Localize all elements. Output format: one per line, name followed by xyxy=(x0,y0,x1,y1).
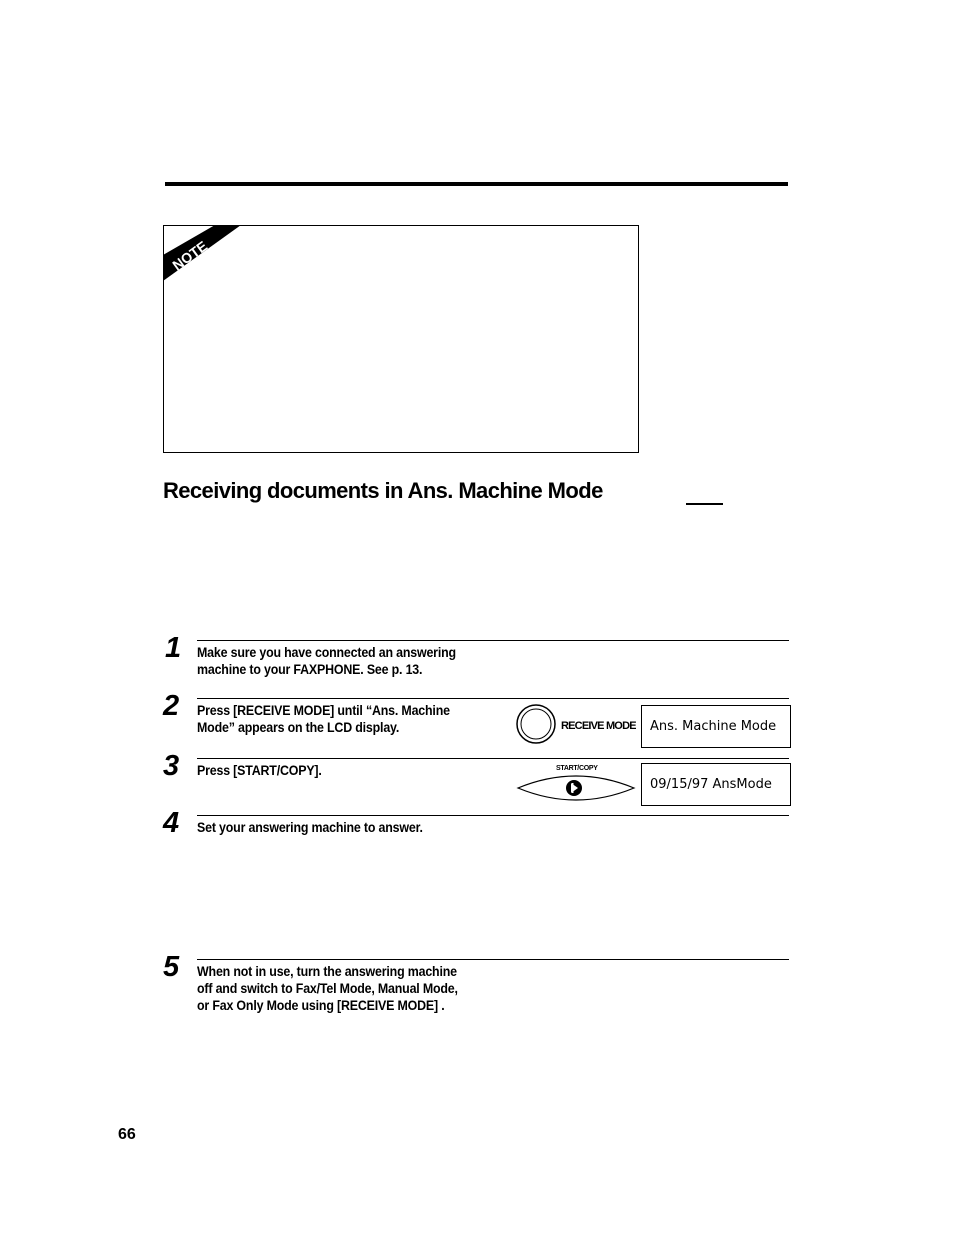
step-rule-4 xyxy=(197,815,789,816)
step-text-3 xyxy=(197,762,322,779)
step-2-line-2: Mode” appears on the LCD display. xyxy=(197,720,400,735)
section-title: Receiving documents in Ans. Machine Mode xyxy=(163,478,603,503)
step-2-line-1: Press [RECEIVE MODE] until “Ans. Machine xyxy=(197,703,450,718)
note-tag xyxy=(163,225,243,281)
receive-mode-label: RECEIVE MODE xyxy=(561,720,636,732)
step-text-2 xyxy=(197,702,450,736)
title-rule xyxy=(686,503,723,505)
step-number-2: 2 xyxy=(163,690,180,722)
lcd-display-date-ansmode: 09/15/97 AnsMode xyxy=(641,763,791,806)
step-number-1: 1 xyxy=(165,632,182,664)
step-number-3: 3 xyxy=(163,750,180,782)
step-number-4: 4 xyxy=(163,807,180,839)
step-4-line-1: Set your answering machine to answer. xyxy=(197,820,423,835)
page-number: 66 xyxy=(118,1126,136,1143)
step-5-line-3: or Fax Only Mode using [RECEIVE MODE] . xyxy=(197,998,445,1013)
step-3-line-1: Press [START/COPY]. xyxy=(197,763,322,778)
note-label: NOTE xyxy=(169,237,211,274)
step-number-5: 5 xyxy=(163,951,180,983)
start-copy-button-illustration xyxy=(516,762,636,804)
step-1-line-1: Make sure you have connected an answering xyxy=(197,645,456,660)
step-1-line-2: machine to your FAXPHONE. See p. 13. xyxy=(197,662,423,677)
step-rule-2 xyxy=(197,698,789,699)
receive-mode-button-illustration xyxy=(516,702,636,748)
step-rule-1 xyxy=(197,640,789,641)
start-copy-label: START/COPY xyxy=(556,765,598,772)
step-5-line-1: When not in use, turn the answering machine xyxy=(197,964,457,979)
round-button-icon xyxy=(517,705,555,743)
top-rule xyxy=(165,182,788,186)
step-text-5 xyxy=(197,963,458,1014)
step-text-4 xyxy=(197,819,423,836)
lcd-display-ans-machine-mode: Ans. Machine Mode xyxy=(641,705,791,748)
step-rule-5 xyxy=(197,959,789,960)
step-text-1 xyxy=(197,644,456,678)
step-rule-3 xyxy=(197,758,789,759)
step-5-line-2: off and switch to Fax/Tel Mode, Manual Mode, xyxy=(197,981,458,996)
